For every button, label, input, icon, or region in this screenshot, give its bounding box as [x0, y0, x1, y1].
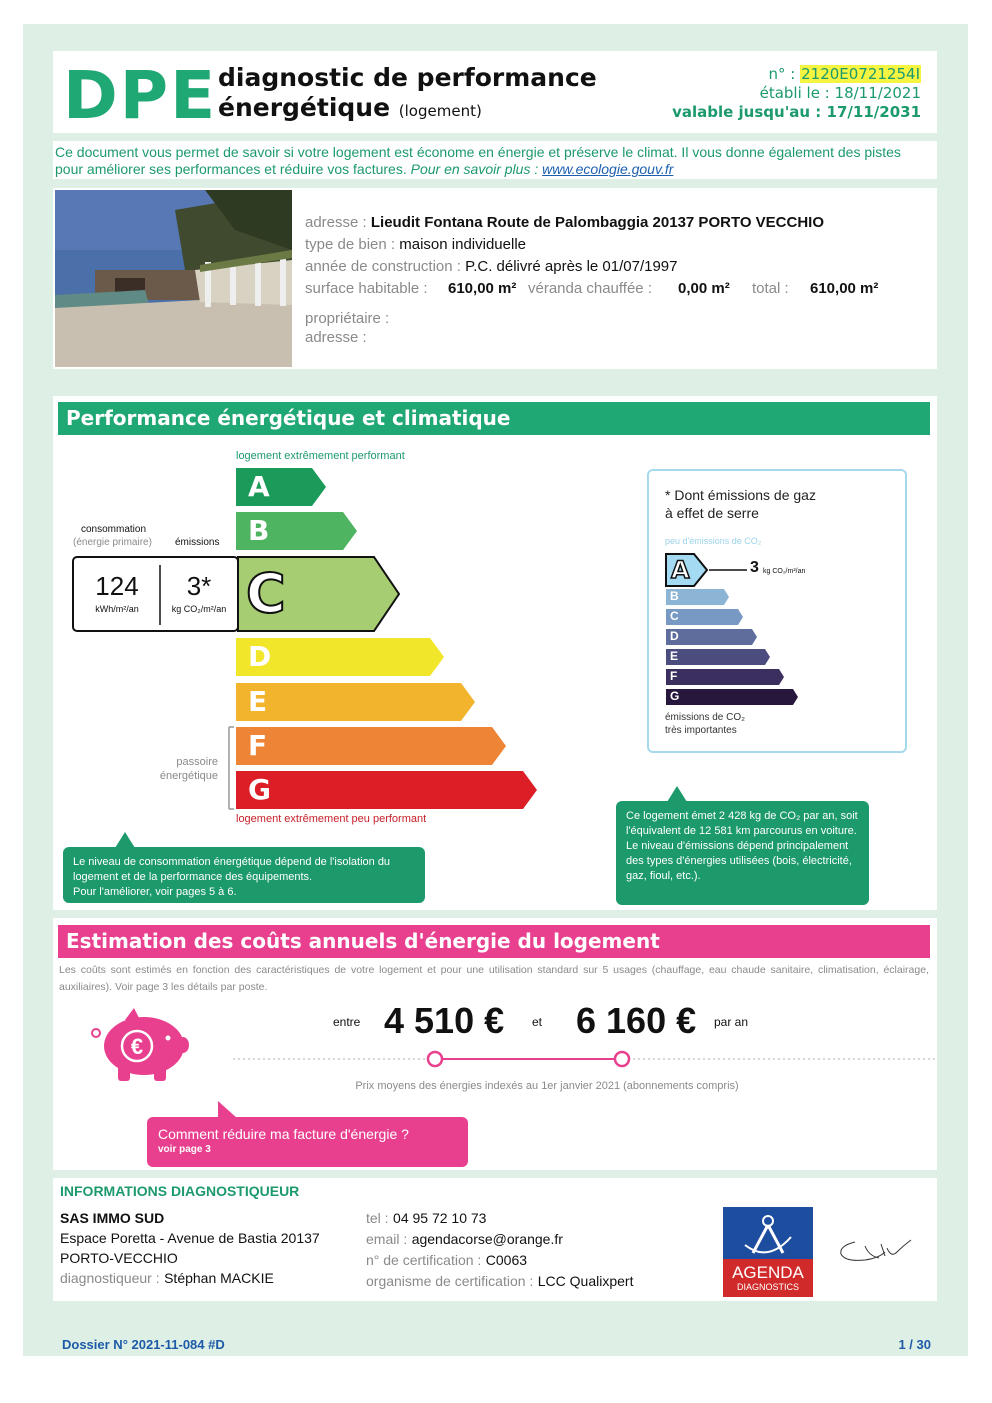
energy-scale: [60, 460, 560, 820]
year-label: année de construction :: [305, 258, 461, 275]
ges-bar-G: [666, 689, 798, 705]
consumption-unit: kWh/m²/an: [95, 604, 139, 614]
surface-row: [305, 278, 925, 300]
address-label: adresse :: [305, 214, 367, 231]
property-box: [53, 188, 937, 369]
owner-address-row: [305, 327, 367, 349]
class-letter-A: A: [248, 470, 270, 503]
email-label: email :: [366, 1231, 408, 1247]
type-label: type de bien :: [305, 236, 396, 253]
cert-value: C0063: [485, 1252, 528, 1268]
emissions-unit: kg CO₂/m²/an: [171, 604, 227, 614]
performance-title: Performance énergétique et climatique: [58, 402, 930, 435]
org-value: LCC Qualixpert: [537, 1273, 634, 1289]
top-performance-label: logement extrêmement performant: [236, 450, 405, 462]
ges-bar-D: [666, 629, 757, 645]
intro-body: Ce document vous permet de savoir si votre logement est économe en énergie et préserve le climat. Il vous donne également des pistes pour améliorer ses performances et réduire vos factures.: [55, 144, 901, 177]
tel-label: tel :: [366, 1210, 389, 1226]
class-letter-D: D: [248, 640, 272, 673]
class-letter-F: F: [248, 729, 268, 762]
bottom-performance-label: logement extrêmement peu performant: [236, 813, 427, 825]
valid-label: valable jusqu'au :: [672, 103, 822, 121]
ges-scale: [649, 471, 905, 751]
veranda-value: 0,00 m²: [678, 280, 730, 297]
diagnostician-company-block: [60, 1208, 320, 1289]
year-value: P.C. délivré après le 01/07/1997: [465, 258, 678, 275]
property-photo: [55, 190, 292, 367]
ges-title-line-2: à effet de serre: [665, 505, 759, 521]
page-number: 1 / 30: [898, 1337, 931, 1352]
header-box: [53, 51, 937, 133]
ges-bar-F: [666, 669, 784, 685]
dpe-logo: DPE: [63, 57, 218, 134]
cost-min-marker: [428, 1052, 442, 1066]
company-address-2: PORTO-VECCHIO: [60, 1250, 178, 1266]
dpe-number: 2120E0721254I: [801, 65, 920, 83]
reduce-title: Comment réduire ma facture d'énergie ?: [158, 1126, 409, 1142]
intro-box: [53, 141, 937, 179]
current-class-letter: C: [246, 562, 286, 625]
svg-text:€: €: [130, 1034, 144, 1059]
page-title: [218, 63, 597, 126]
diagnostician-label: diagnostiqueur :: [60, 1270, 160, 1286]
min-cost: 4 510 €: [384, 1000, 505, 1041]
org-label: organisme de certification :: [366, 1273, 534, 1289]
title-line-2: [218, 93, 597, 126]
ges-letter-B: B: [670, 589, 679, 603]
costs-title: Estimation des coûts annuels d'énergie du logement: [58, 925, 930, 958]
logo-text-diagnostics: DIAGNOSTICS: [736, 1282, 799, 1292]
ecologie-link[interactable]: www.ecologie.gouv.fr: [542, 161, 674, 177]
max-cost: 6 160 €: [576, 1000, 697, 1041]
reduce-subtitle: voir page 3: [158, 1144, 211, 1155]
ges-letter-A: A: [671, 556, 690, 584]
ges-bar-E: [666, 649, 770, 665]
veranda-label: véranda chauffée :: [528, 280, 652, 297]
company-name: SAS IMMO SUD: [60, 1210, 165, 1226]
property-photo-image: [55, 190, 292, 367]
tip-emissions: Ce logement émet 2 428 kg de CO₂ par an, soit l'équivalent de 12 581 km parcourus en voiture. Le niveau d'émissions dépend principalement des types d'énergies utilisées (bois, électricité, gaz, fioul, etc.).: [616, 801, 869, 905]
total-label: total :: [752, 280, 789, 297]
class-letter-E: E: [248, 685, 268, 718]
owner-label: propriétaire :: [305, 310, 390, 327]
established-label: établi le :: [759, 84, 830, 102]
emissions-value: 3*: [186, 571, 212, 601]
diagnostician-contact-block: [366, 1208, 633, 1292]
agenda-logo: [723, 1207, 813, 1297]
valid-date: 17/11/2031: [826, 103, 921, 121]
ges-bottom-line-2: très importantes: [665, 725, 737, 736]
ges-letter-F: F: [670, 669, 678, 683]
number-label: n° :: [768, 65, 796, 83]
passoire-label: [140, 755, 218, 783]
header-meta: [661, 65, 921, 122]
title-line-2-text: énergétique: [218, 93, 391, 122]
class-bar-E: [236, 683, 475, 721]
ges-value: 3: [750, 559, 759, 576]
consumption-sublabel: (énergie primaire): [73, 537, 152, 548]
logo-text-agenda: AGENDA: [732, 1263, 804, 1282]
reduce-bill-button[interactable]: [147, 1117, 468, 1167]
email-value: agendacorse@orange.fr: [411, 1231, 563, 1247]
tel-value: 04 95 72 10 73: [393, 1210, 487, 1226]
consumption-value: 124: [95, 571, 139, 601]
class-bar-F: [236, 727, 506, 765]
tip-left-arrow: [115, 832, 135, 848]
ges-bottom-label: [665, 711, 745, 737]
cost-range-scale: [233, 1048, 937, 1070]
cost-max-marker: [615, 1052, 629, 1066]
type-value: maison individuelle: [399, 236, 526, 253]
title-note: (logement): [398, 102, 482, 120]
total-value: 610,00 m²: [810, 280, 879, 297]
class-letter-G: G: [248, 773, 271, 806]
established-date: 18/11/2021: [834, 84, 921, 102]
company-address-1: Espace Poretta - Avenue de Bastia 20137: [60, 1230, 320, 1246]
year-row: [305, 256, 678, 278]
type-row: [305, 234, 526, 256]
diagnostician-name: Stéphan MACKIE: [164, 1270, 274, 1286]
signature: [835, 1232, 915, 1267]
intro-more-label: Pour en savoir plus :: [410, 161, 543, 177]
diagnostician-title: INFORMATIONS DIAGNOSTIQUEUR: [60, 1183, 300, 1199]
title-line-1: diagnostic de performance: [218, 63, 597, 92]
ges-letter-C: C: [670, 609, 679, 623]
ges-letter-D: D: [670, 629, 679, 643]
between-label: entre: [333, 1015, 361, 1029]
consumption-label: consommation: [81, 524, 147, 535]
owner-address-label: adresse :: [305, 329, 367, 346]
ges-letter-E: E: [670, 649, 679, 663]
and-label: et: [532, 1015, 543, 1029]
ges-letter-G: G: [670, 689, 680, 703]
costs-description: Les coûts sont estimés en fonction des caractéristiques de votre logement et pour une utilisation standard sur 5 usages (chauffage, eau chaude sanitaire, climatisation, éclairage, auxiliaires). Voir page 3 les détails par poste.: [59, 964, 929, 993]
ges-box: [647, 469, 907, 753]
ges-unit: kg CO₂/m²/an: [763, 568, 806, 575]
class-bar-G: [236, 771, 537, 809]
ges-title-line-1: * Dont émissions de gaz: [665, 487, 816, 503]
piggy-bank-icon: [90, 1008, 190, 1083]
surface-label: surface habitable :: [305, 280, 428, 297]
surface-value: 610,00 m²: [448, 280, 517, 297]
emissions-label: émissions: [175, 537, 220, 548]
ges-bottom-line-1: émissions de CO₂: [665, 712, 746, 723]
cert-label: n° de certification :: [366, 1252, 482, 1268]
address-row: [305, 212, 824, 234]
passoire-line-2: énergétique: [159, 770, 218, 782]
per-year-label: par an: [714, 1015, 749, 1029]
address-value: Lieudit Fontana Route de Palombaggia 20137 PORTO VECCHIO: [370, 214, 825, 231]
tip-consumption: Le niveau de consommation énergétique dépend de l'isolation du logement et de la performance des équipements. Pour l'améliorer, voir pages 5 à 6.: [63, 847, 425, 903]
class-letter-B: B: [248, 514, 270, 547]
tip-right-arrow: [667, 786, 687, 802]
ges-top-label: peu d'émissions de CO₂: [665, 536, 762, 546]
dossier-number: Dossier N° 2021-11-084 #D: [62, 1337, 225, 1352]
intro-text: [55, 144, 925, 178]
prices-note: Prix moyens des énergies indexés au 1er janvier 2021 (abonnements compris): [355, 1080, 739, 1092]
passoire-line-1: passoire: [176, 756, 218, 768]
